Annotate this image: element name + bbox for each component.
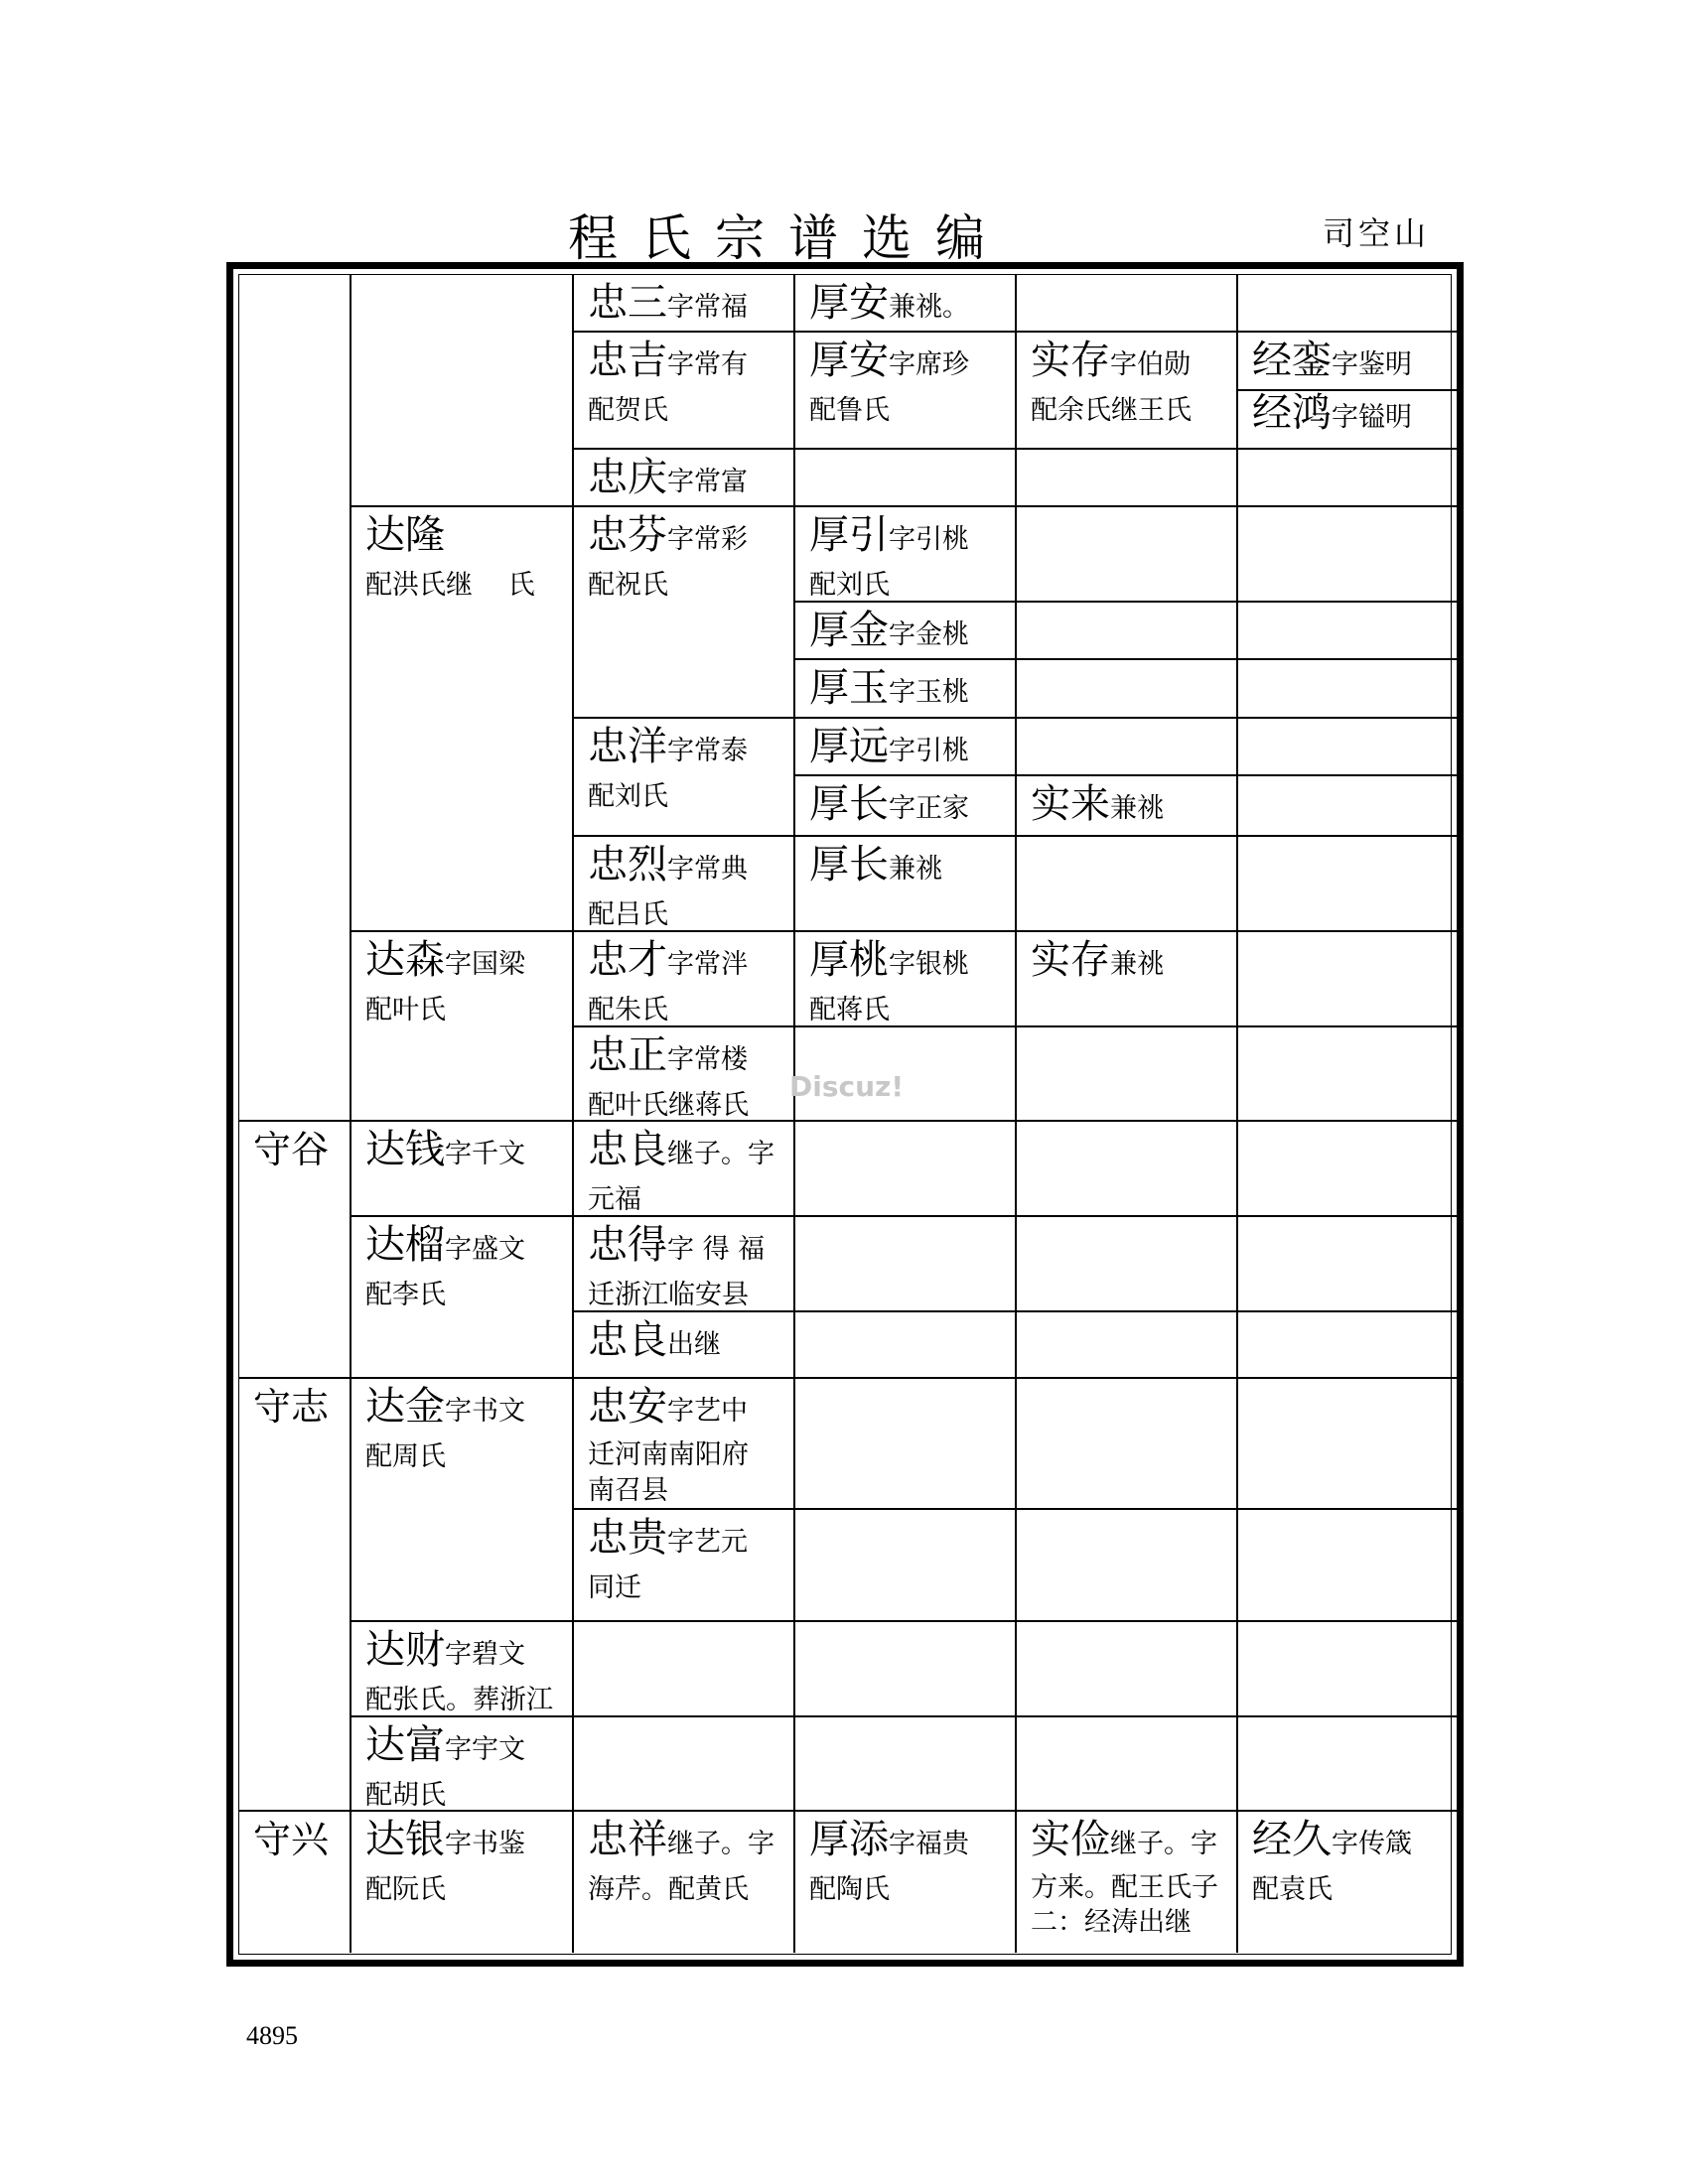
gen2-name: 达银 (365, 1817, 445, 1862)
gen3-note: 出继 (667, 1329, 721, 1360)
gen3-spouse: 配刘氏 (588, 781, 668, 812)
gen3-spouse: 配朱氏 (588, 995, 668, 1025)
gen3-cell-zhongji (574, 333, 795, 450)
gen6-empty-cell (1238, 1379, 1459, 1510)
gen4-cell-houan (795, 333, 1017, 450)
gen5-empty-cell (1017, 1717, 1238, 1812)
gen2-name: 达富 (365, 1722, 445, 1768)
gen6-empty-cell (1238, 837, 1459, 932)
gen6-note: 字镒明 (1332, 402, 1412, 433)
gen5-cell-shicun-adopt (1017, 932, 1238, 1027)
page-number: 4895 (246, 2021, 298, 2050)
gen4-cell-houyuan (795, 719, 1017, 776)
gen4-note: 字引桃 (889, 524, 969, 555)
gen3-name: 忠安 (588, 1384, 667, 1430)
gen3-name: 忠芬 (588, 512, 667, 558)
gen3-spouse: 配贺氏 (588, 395, 668, 426)
gen2-empty-cell (352, 275, 574, 507)
gen1-name: 守谷 (253, 1128, 330, 1171)
gen3-cell-zhonglie (574, 837, 795, 932)
gen2-spouse: 配李氏 (365, 1280, 446, 1310)
gen3-name: 忠洋 (588, 724, 667, 769)
gen4-empty-cell (795, 1217, 1017, 1312)
gen2-cell-dalong (352, 507, 574, 932)
gen6-spouse: 配袁氏 (1252, 1874, 1333, 1905)
gen5-cell-shicun (1017, 333, 1238, 450)
gen2-name: 达钱 (365, 1127, 445, 1172)
gen3-spouse: 配吕氏 (588, 899, 668, 930)
gen4-note: 字席珍 (889, 349, 969, 380)
gen2-note: 字书鉴 (445, 1829, 525, 1859)
gen3-note: 字常泰 (667, 736, 748, 766)
gen5-name: 实存 (1031, 937, 1110, 983)
gen3-name: 忠贵 (588, 1515, 667, 1561)
gen3-spouse: 配祝氏 (588, 570, 668, 601)
gen2-note: 字国梁 (445, 949, 525, 980)
gen3-name: 忠良 (588, 1317, 667, 1363)
gen3-name: 忠良 (588, 1127, 667, 1172)
gen6-empty-cell (1238, 1217, 1459, 1312)
gen2-name: 达森 (365, 937, 445, 983)
gen2-cell-dafu (352, 1717, 574, 1812)
gen3-note: 字常有 (667, 349, 748, 380)
gen5-empty-cell (1017, 1217, 1238, 1312)
gen4-name: 厚远 (809, 724, 889, 769)
gen3-note: 字艺中 (667, 1396, 748, 1427)
gen4-cell-houchang (795, 776, 1017, 837)
gen2-name: 达财 (365, 1627, 445, 1673)
gen5-empty-cell (1017, 660, 1238, 719)
gen4-note: 兼祧 (889, 854, 942, 885)
gen3-note: 字常典 (667, 854, 748, 885)
gen3-note: 字常富 (667, 467, 748, 497)
gen3-name: 忠庆 (588, 455, 667, 500)
gen5-name: 实存 (1031, 338, 1110, 383)
gen5-empty-cell (1017, 837, 1238, 932)
gen6-empty-cell (1238, 275, 1459, 333)
gen3-note: 继子。字 (667, 1139, 774, 1169)
gen3-name: 忠才 (588, 937, 667, 983)
gen6-empty-cell (1238, 1122, 1459, 1217)
gen6-name: 经銮 (1252, 338, 1332, 383)
gen4-cell-houtian (795, 1812, 1017, 1953)
gen6-empty-cell (1238, 1717, 1459, 1812)
gen2-spouse: 配洪氏继 氏 (365, 570, 535, 601)
gen4-note: 字福贵 (889, 1829, 969, 1859)
gen1-empty-cell (239, 275, 352, 1122)
gen5-empty-cell (1017, 1312, 1238, 1379)
gen2-cell-daliu (352, 1217, 574, 1379)
gen4-empty-cell (795, 1622, 1017, 1717)
gen3-migration: 迁河南南阳府 (588, 1439, 749, 1470)
gen4-empty-cell (795, 1717, 1017, 1812)
gen1-name: 守志 (253, 1385, 330, 1429)
gen2-spouse: 配张氏。葬浙江 (365, 1685, 553, 1715)
gen5-empty-cell (1017, 1622, 1238, 1717)
watermark-text: Discuz! (789, 1070, 905, 1103)
gen3-note-cont: 海芹。配黄氏 (588, 1874, 749, 1905)
gen4-note: 字银桃 (889, 949, 969, 980)
gen6-note: 字鉴明 (1332, 349, 1412, 380)
gen3-cell-zhongyang (574, 719, 795, 837)
gen3-cell-zhongxiang (574, 1812, 795, 1953)
gen6-name: 经鸿 (1252, 390, 1332, 436)
gen6-empty-cell (1238, 507, 1459, 603)
gen6-empty-cell (1238, 932, 1459, 1027)
gen6-empty-cell (1238, 776, 1459, 837)
gen5-empty-cell (1017, 719, 1238, 776)
gen3-migration: 同迁 (588, 1572, 641, 1603)
gen4-name: 厚玉 (809, 665, 889, 711)
gen4-empty-cell (795, 450, 1017, 507)
gen5-cell-shijian (1017, 1812, 1238, 1953)
gen4-name: 厚长 (809, 842, 889, 887)
gen5-children: 二：经涛出继 (1031, 1907, 1192, 1938)
gen3-note-cont: 元福 (588, 1184, 641, 1215)
gen4-note: 字玉桃 (889, 677, 969, 708)
gen5-note: 继子。字 (1110, 1829, 1217, 1859)
gen6-cell-jinghong (1238, 391, 1459, 450)
gen1-name: 守兴 (253, 1818, 330, 1861)
gen5-empty-cell (1017, 1122, 1238, 1217)
gen2-cell-dasen (352, 932, 574, 1122)
page-title: 程氏宗谱选编 (568, 209, 1009, 267)
gen4-name: 厚安 (809, 338, 889, 383)
page-subtitle: 司空山 (1323, 214, 1431, 252)
gen2-cell-dajin (352, 1379, 574, 1622)
gen3-cell-zhongliang-adopted (574, 1122, 795, 1217)
gen4-spouse: 配鲁氏 (809, 395, 890, 426)
gen4-name: 厚安 (809, 280, 889, 326)
gen4-spouse: 配刘氏 (809, 570, 890, 601)
gen2-cell-dayin (352, 1812, 574, 1953)
gen3-name: 忠正 (588, 1032, 667, 1078)
gen3-spouse: 配叶氏继蒋氏 (588, 1090, 749, 1121)
gen1-cell-shougu (239, 1122, 352, 1379)
gen3-note: 字常楼 (667, 1044, 748, 1075)
gen4-cell-houjin (795, 603, 1017, 660)
gen3-migration-cont: 南召县 (588, 1475, 668, 1506)
gen4-note: 字金桃 (889, 619, 969, 650)
gen1-cell-shouzhi (239, 1379, 352, 1812)
gen4-empty-cell (795, 1379, 1017, 1510)
gen2-spouse: 配阮氏 (365, 1874, 446, 1905)
gen5-empty-cell (1017, 1510, 1238, 1622)
gen5-empty-cell (1017, 450, 1238, 507)
gen2-cell-daqian (352, 1122, 574, 1217)
gen3-cell-zhongliang-out (574, 1312, 795, 1379)
gen5-spouse: 配余氏继王氏 (1031, 395, 1192, 426)
gen3-note: 字艺元 (667, 1527, 748, 1558)
gen6-empty-cell (1238, 603, 1459, 660)
gen5-empty-cell (1017, 1027, 1238, 1122)
gen6-note: 字传箴 (1332, 1829, 1412, 1859)
gen6-empty-cell (1238, 450, 1459, 507)
gen3-name: 忠三 (588, 280, 667, 326)
gen2-spouse: 配叶氏 (365, 995, 446, 1025)
gen6-empty-cell (1238, 1622, 1459, 1717)
gen6-cell-jingjiu (1238, 1812, 1459, 1953)
gen5-empty-cell (1017, 507, 1238, 603)
gen3-note: 字 得 福 (667, 1234, 766, 1265)
genealogy-table (226, 262, 1464, 1967)
gen2-note: 字千文 (445, 1139, 525, 1169)
gen4-spouse: 配陶氏 (809, 1874, 890, 1905)
gen3-migration: 迁浙江临安县 (588, 1280, 749, 1310)
gen6-empty-cell (1238, 1510, 1459, 1622)
gen1-cell-shouxing (239, 1812, 352, 1953)
gen4-note: 兼祧。 (889, 292, 969, 323)
gen3-cell-zhonggui (574, 1510, 795, 1622)
gen3-name: 忠得 (588, 1222, 667, 1268)
gen5-empty-cell (1017, 603, 1238, 660)
gen3-cell-zhongcai (574, 932, 795, 1027)
gen4-empty-cell (795, 1122, 1017, 1217)
gen3-cell-zhongqing (574, 450, 795, 507)
gen5-note: 兼祧 (1110, 949, 1164, 980)
gen4-cell-houyin (795, 507, 1017, 603)
gen3-note: 字常彩 (667, 524, 748, 555)
gen4-cell-houan-adopt (795, 275, 1017, 333)
gen4-cell-houyu (795, 660, 1017, 719)
gen6-name: 经久 (1252, 1817, 1332, 1862)
gen4-note: 字引桃 (889, 736, 969, 766)
gen2-note: 字书文 (445, 1396, 525, 1427)
gen3-empty-cell (574, 1622, 795, 1717)
genealogy-table-inner (238, 274, 1452, 1955)
gen3-note: 继子。字 (667, 1829, 774, 1859)
gen4-empty-cell (795, 1312, 1017, 1379)
gen2-spouse: 配周氏 (365, 1441, 446, 1472)
gen2-spouse: 配胡氏 (365, 1780, 446, 1811)
gen6-empty-cell (1238, 1027, 1459, 1122)
gen6-empty-cell (1238, 660, 1459, 719)
gen4-empty-cell (795, 1510, 1017, 1622)
gen3-name: 忠烈 (588, 842, 667, 887)
gen5-note: 字伯勋 (1110, 349, 1191, 380)
gen5-cell-shilai (1017, 776, 1238, 837)
gen4-name: 厚添 (809, 1817, 889, 1862)
gen3-cell-zhongfen (574, 507, 795, 719)
gen2-note: 字盛文 (445, 1234, 525, 1265)
gen3-cell-zhongsan (574, 275, 795, 333)
gen3-note: 字常福 (667, 292, 748, 323)
gen5-name: 实俭 (1031, 1817, 1110, 1862)
gen4-note: 字正家 (889, 793, 969, 824)
gen3-name: 忠吉 (588, 338, 667, 383)
gen4-name: 厚引 (809, 512, 889, 558)
gen4-spouse: 配蒋氏 (809, 995, 890, 1025)
gen4-name: 厚长 (809, 781, 889, 827)
gen5-name: 实来 (1031, 781, 1110, 827)
gen6-empty-cell (1238, 1312, 1459, 1379)
gen2-name: 达榴 (365, 1222, 445, 1268)
gen2-cell-dacai (352, 1622, 574, 1717)
gen2-name: 达隆 (365, 512, 445, 558)
gen4-cell-houchang-adopt (795, 837, 1017, 932)
gen3-empty-cell (574, 1717, 795, 1812)
gen3-note: 字常泮 (667, 949, 748, 980)
gen2-note: 字碧文 (445, 1639, 525, 1670)
gen2-name: 达金 (365, 1384, 445, 1430)
gen5-empty-cell (1017, 1379, 1238, 1510)
gen6-empty-cell (1238, 719, 1459, 776)
gen3-cell-zhongzheng (574, 1027, 795, 1122)
gen4-name: 厚桃 (809, 937, 889, 983)
gen4-name: 厚金 (809, 608, 889, 653)
gen6-cell-jingluan (1238, 333, 1459, 391)
gen3-name: 忠祥 (588, 1817, 667, 1862)
gen5-empty-cell (1017, 275, 1238, 333)
gen3-cell-zhongde (574, 1217, 795, 1312)
gen3-cell-zhongan (574, 1379, 795, 1510)
gen5-note: 兼祧 (1110, 793, 1164, 824)
gen2-note: 字宇文 (445, 1734, 525, 1765)
gen4-cell-houtao (795, 932, 1017, 1027)
gen5-note-cont: 方来。配王氏子 (1031, 1872, 1218, 1903)
